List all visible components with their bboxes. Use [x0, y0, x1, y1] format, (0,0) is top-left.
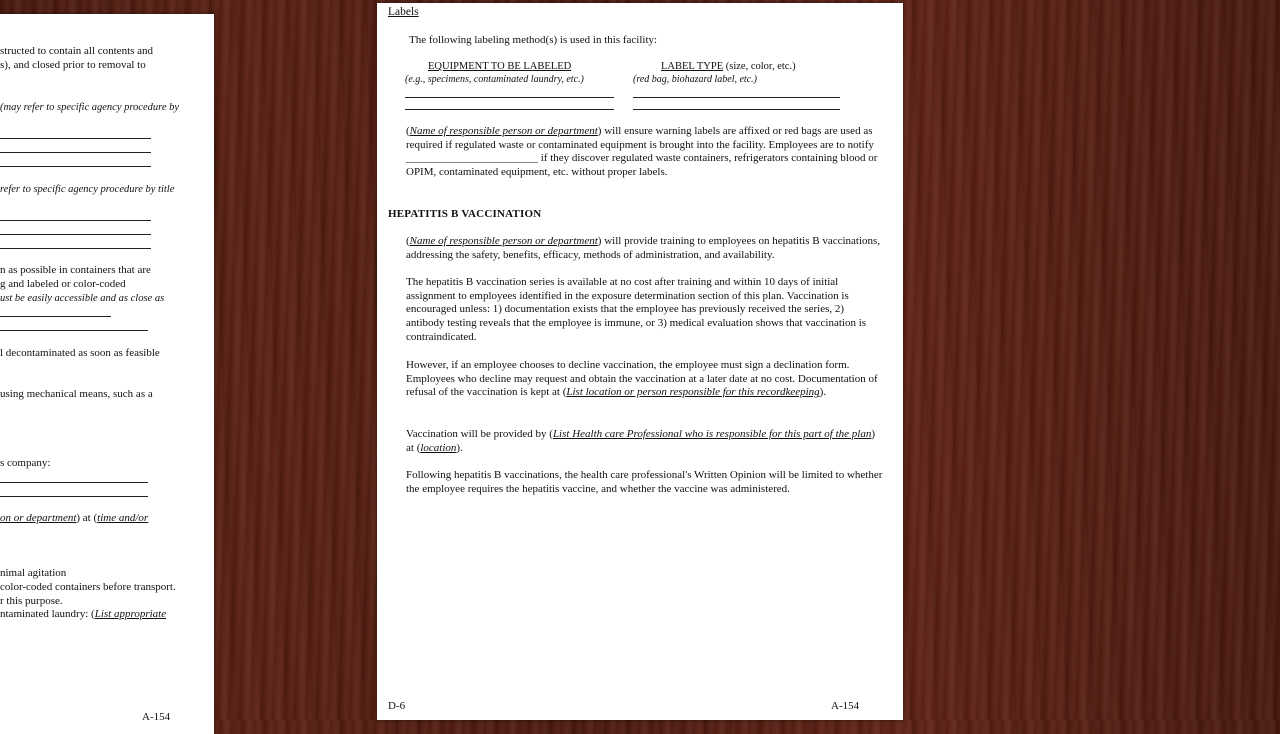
- labels-responsibility-paragraph: (Name of responsible person or department) will ensure warning labels are affixed or red bags are used as required if regulated waste or contaminated equipment is brought into the facility. Employees are to notify ________________________ if they discover regulated waste containers, refrigerators containing blood or OPIM, contaminated equipment, etc. without proper labels.: [406, 125, 878, 179]
- left-page-number: A-154: [142, 711, 171, 723]
- left-text-line: on or department) at (time and/or: [0, 512, 149, 524]
- left-text-line: refer to specific agency procedure by title: [0, 184, 175, 195]
- left-text-line: s), and closed prior to removal to: [0, 59, 146, 71]
- left-text-line: nimal agitation: [0, 567, 67, 579]
- col-example-equipment: (e.g., specimens, contaminated laundry, etc.): [405, 74, 584, 85]
- col-example-label-type: (red bag, biohazard label, etc.): [633, 74, 757, 85]
- hep-written-opinion-paragraph: Following hepatitis B vaccinations, the health care professional's Written Opinion will be limited to whether the employee requires the hepatitis vaccine, and whether the vaccine was administered.: [406, 469, 883, 495]
- left-text-line: (may refer to specific agency procedure by: [0, 102, 180, 113]
- left-text-line: g and labeled or color-coded: [0, 278, 126, 290]
- left-text-line: r this purpose.: [0, 595, 63, 607]
- equipment-blank-line: [405, 97, 614, 98]
- page-footer-right: A-154: [831, 700, 860, 712]
- section-title-labels: Labels: [388, 6, 419, 18]
- labels-intro: The following labeling method(s) is used in this facility:: [409, 34, 658, 46]
- left-text-line: l decontaminated as soon as feasible: [0, 347, 160, 359]
- left-text-line: using mechanical means, such as a: [0, 388, 153, 400]
- left-text-line: n as possible in containers that are: [0, 264, 151, 276]
- left-blank-line: [0, 138, 151, 139]
- label-type-blank-line: [633, 97, 840, 98]
- left-text-line: ntaminated laundry: (List appropriate: [0, 608, 167, 620]
- hep-provider-paragraph: Vaccination will be provided by (List Health care Professional who is responsible for this part of the plan) at (location).: [406, 428, 876, 454]
- left-blank-line: [0, 316, 111, 317]
- hep-availability-paragraph: The hepatitis B vaccination series is available at no cost after training and within 10 days of initial assignment to employees identified in the exposure determination section of this plan. Vaccination is encouraged unless: 1) documentation exists that the employee has previously received the series, 2) antibody testing reveals that the employee is immune, or 3) medical evaluation shows that vaccination is contraindicated.: [406, 276, 867, 343]
- left-text-line: ust be easily accessible and as close as: [0, 293, 165, 304]
- equipment-blank-line: [405, 109, 614, 110]
- col-header-label-type: LABEL TYPE (size, color, etc.): [661, 61, 796, 72]
- page-footer-left: D-6: [388, 700, 406, 712]
- hepatitis-b-heading: HEPATITIS B VACCINATION: [388, 208, 542, 220]
- left-blank-line: [0, 152, 151, 153]
- left-blank-line: [0, 234, 151, 235]
- label-type-blank-line: [633, 109, 840, 110]
- left-blank-line: [0, 166, 151, 167]
- hep-training-paragraph: (Name of responsible person or department) will provide training to employees on hepatitis B vaccinations, addressing the safety, benefits, efficacy, methods of administration, and availability.: [406, 235, 881, 261]
- hep-declination-paragraph: However, if an employee chooses to decline vaccination, the employee must sign a declination form. Employees who decline may request and obtain the vaccination at a later date at no cost. Documentation of refusal of the vaccination is kept at (List location or person responsible for this recordkeeping).: [406, 359, 878, 399]
- left-text-line: color-coded containers before transport.: [0, 581, 176, 593]
- left-text-line: structed to contain all contents and: [0, 45, 154, 57]
- left-text-line: s company:: [0, 457, 51, 469]
- col-header-equipment: EQUIPMENT TO BE LABELED: [428, 61, 572, 72]
- left-document-page[interactable]: [0, 14, 214, 734]
- left-blank-line: [0, 482, 148, 483]
- left-blank-line: [0, 248, 151, 249]
- left-blank-line: [0, 496, 148, 497]
- left-blank-line: [0, 220, 151, 221]
- left-blank-line: [0, 330, 148, 331]
- main-document-page[interactable]: [377, 3, 903, 720]
